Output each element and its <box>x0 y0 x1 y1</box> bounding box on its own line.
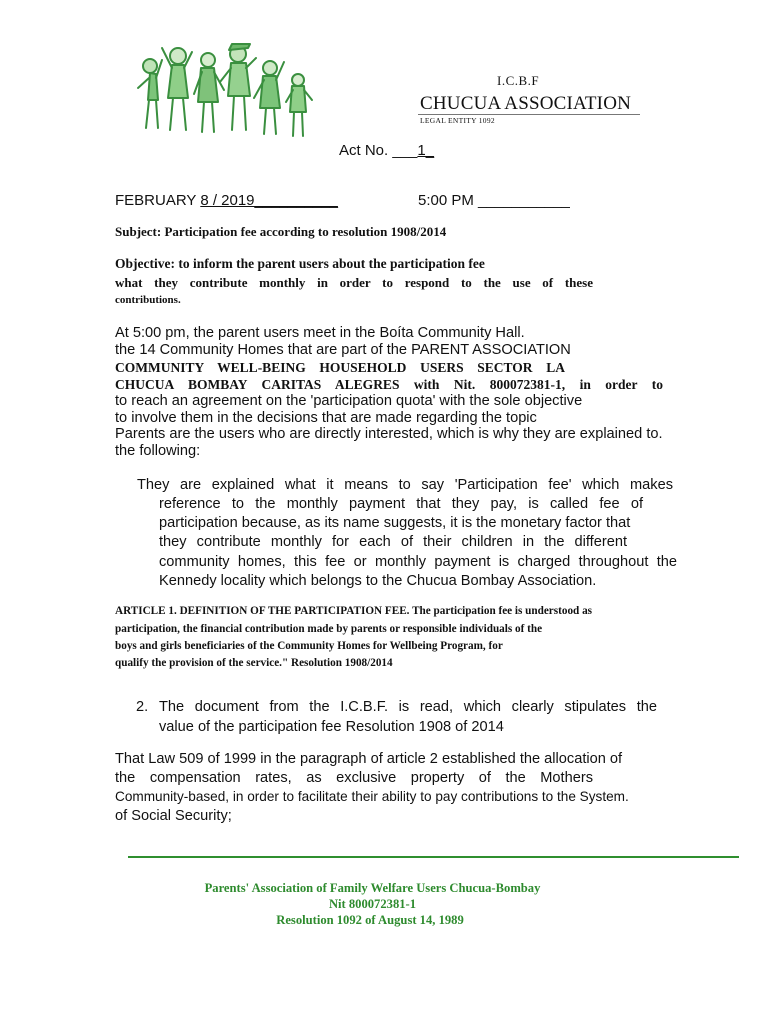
footer-divider <box>128 856 739 858</box>
body-line-2: the 14 Community Homes that are part of the PARENT ASSOCIATION <box>115 342 571 358</box>
item1-line-6: Kennedy locality which belongs to the Chucua Bombay Association. <box>159 573 597 589</box>
item2-line-2: value of the participation fee Resolution 1908 of 2014 <box>159 719 504 735</box>
body-line-8: the following: <box>115 443 201 459</box>
article-line-3: boys and girls beneficiaries of the Community Homes for Wellbeing Program, for <box>115 640 503 652</box>
meeting-date <box>115 192 338 209</box>
association-name: CHUCUA ASSOCIATION <box>420 93 632 114</box>
icbf-label: I.C.B.F <box>497 73 540 88</box>
date-value: 8 / 2019__________ <box>200 192 338 209</box>
legal-entity-label: LEGAL ENTITY 1092 <box>420 116 495 125</box>
item1-line-2: reference to the monthly payment that they pay, is called fee of <box>159 496 643 512</box>
body-line-4: CHUCUA BOMBAY CARITAS ALEGRES with Nit. 800072381-1, in order to <box>115 377 663 392</box>
date-prefix: FEBRUARY <box>115 192 201 209</box>
article-line-2: participation, the financial contribution made by parents or responsible individuals of the <box>115 623 543 635</box>
body-line-7: Parents are the users who are directly interested, which is why they are explained to. <box>115 426 663 442</box>
item1-line-4: they contribute monthly for each of their children in the different <box>159 534 627 550</box>
article-line-4: qualify the provision of the service." Resolution 1908/2014 <box>115 657 393 669</box>
act-number-label: Act No. ___ <box>339 142 418 159</box>
act-number-value: 1_ <box>417 142 435 159</box>
article-line-1: ARTICLE 1. DEFINITION OF THE PARTICIPATION FEE. The participation fee is understood as <box>115 605 593 617</box>
law-line-2: the compensation rates, as exclusive property of the Mothers <box>115 770 593 786</box>
objective-line-3: contributions. <box>115 294 181 306</box>
body-line-3: COMMUNITY WELL-BEING HOUSEHOLD USERS SECTOR LA <box>115 360 565 375</box>
law-line-1: That Law 509 of 1999 in the paragraph of article 2 established the allocation of <box>115 751 623 767</box>
body-line-5: to reach an agreement on the 'participation quota' with the sole objective <box>115 393 583 409</box>
body-line-6: to involve them in the decisions that are made regarding the topic <box>115 410 537 426</box>
footer-line-2: Nit 800072381-1 <box>328 897 417 911</box>
body-line-1: At 5:00 pm, the parent users meet in the Boíta Community Hall. <box>115 325 525 341</box>
item1-line-1: They are explained what it means to say 'Participation fee' which makes <box>137 477 673 493</box>
meeting-time <box>418 192 570 209</box>
time-value: 5:00 PM <box>418 192 474 209</box>
footer-line-1: Parents' Association of Family Welfare Users Chucua-Bombay <box>204 881 541 895</box>
footer-line-3: Resolution 1092 of August 14, 1989 <box>276 913 464 927</box>
time-blank: ___________ <box>478 192 570 209</box>
objective-line-1: Objective: to inform the parent users about the participation fee <box>115 256 485 271</box>
children-group-drawing-icon <box>128 38 318 140</box>
objective-line-2: what they contribute monthly in order to respond to the use of these <box>115 275 593 290</box>
law-line-3: Community-based, in order to facilitate their ability to pay contributions to the System. <box>115 789 629 804</box>
item2-line-1: The document from the I.C.B.F. is read, which clearly stipulates the <box>159 699 657 715</box>
header-divider <box>418 114 640 115</box>
law-line-4: of Social Security; <box>115 808 232 824</box>
item2-number: 2. <box>136 699 149 715</box>
subject-line: Subject: Participation fee according to resolution 1908/2014 <box>115 224 447 239</box>
item1-line-3: participation because, as its name suggests, it is the monetary factor that <box>159 515 631 531</box>
act-number <box>339 142 434 159</box>
item1-line-5: community homes, this fee or monthly payment is charged throughout the <box>159 554 677 570</box>
